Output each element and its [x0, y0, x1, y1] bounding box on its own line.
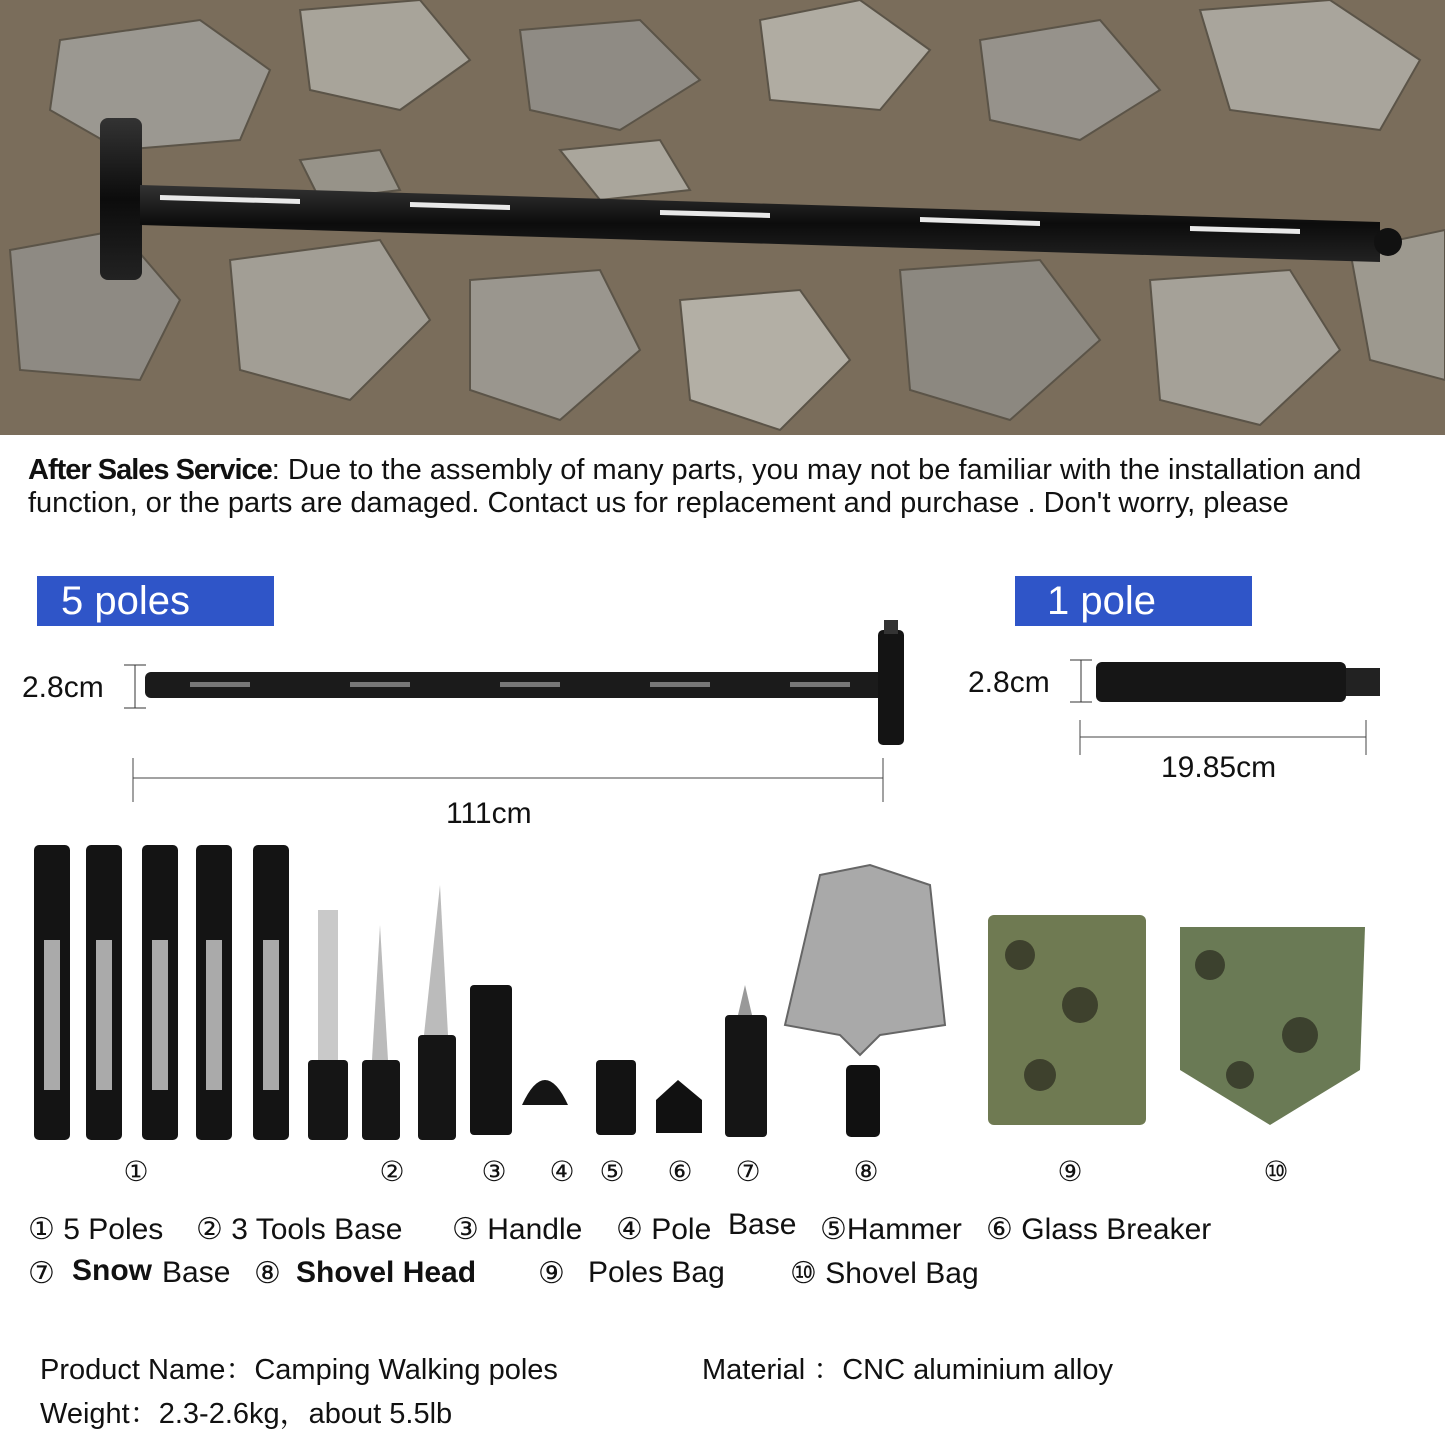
five-poles-badge: [37, 576, 274, 626]
legend-poles-bag: Poles Bag: [588, 1256, 725, 1289]
legend-glass-breaker: ⑥ Glass Breaker: [986, 1213, 1212, 1246]
part-number-5: ⑤: [599, 1156, 625, 1187]
part-number-4: ④: [549, 1156, 575, 1187]
after-sales-paragraph: [28, 454, 1418, 520]
one-pole-badge-label: 1 pole: [1047, 579, 1156, 623]
legend-handle: ③ Handle: [452, 1213, 583, 1246]
spec-weight: Weight：2.3-2.6kg，about 5.5lb: [40, 1398, 453, 1430]
assembled-diameter: 2.8cm: [22, 671, 104, 704]
part-number-10: ⑩: [1263, 1156, 1289, 1187]
five-poles-badge-label: 5 poles: [61, 579, 190, 623]
legend-snow: Snow: [72, 1254, 152, 1287]
legend-pole: ④ Pole: [616, 1213, 712, 1246]
after-sales-label: After Sales Service: [28, 454, 272, 486]
spec-product-name: Product Name：Camping Walking poles: [40, 1354, 558, 1386]
legend-shovel-number: ⑧: [254, 1257, 281, 1290]
spec-material: Material ：CNC aluminium alloy: [702, 1354, 1113, 1386]
legend-snow-base: Base: [162, 1256, 231, 1289]
legend-shovel-head: Shovel Head: [296, 1256, 477, 1289]
legend-snow-number: ⑦: [28, 1257, 55, 1290]
assembled-pole-diagram: [0, 620, 960, 820]
part-number-8: ⑧: [853, 1156, 879, 1187]
part-number-1: ①: [123, 1156, 149, 1187]
legend-tools-base: ② 3 Tools Base: [196, 1213, 403, 1246]
part-number-9: ⑨: [1057, 1156, 1083, 1187]
after-sales-text: : Due to the assembly of many parts, you may not be familiar with the installation and function, or the parts are damaged. Contact us for replacement and purchase . Don't worry, please: [28, 454, 1362, 519]
one-pole-badge: [1015, 576, 1252, 626]
part-number-3: ③: [481, 1156, 507, 1187]
legend-poles-bag-number: ⑨: [538, 1257, 565, 1290]
legend-hammer: ⑤Hammer: [820, 1213, 962, 1246]
part-number-6: ⑥: [667, 1156, 693, 1187]
hero-photo: [0, 0, 1445, 435]
legend-pole-base: Base: [728, 1208, 797, 1241]
legend-shovel-bag: ⑩ Shovel Bag: [790, 1257, 979, 1290]
parts-illustration: [0, 835, 1445, 1145]
legend-poles: ① 5 Poles: [28, 1213, 164, 1246]
part-number-7: ⑦: [735, 1156, 761, 1187]
single-pole-diagram: [1060, 650, 1390, 760]
part-number-2: ②: [379, 1156, 405, 1187]
single-length: 19.85cm: [1161, 751, 1277, 784]
assembled-length: 111cm: [446, 797, 532, 830]
single-diameter: 2.8cm: [968, 666, 1050, 699]
